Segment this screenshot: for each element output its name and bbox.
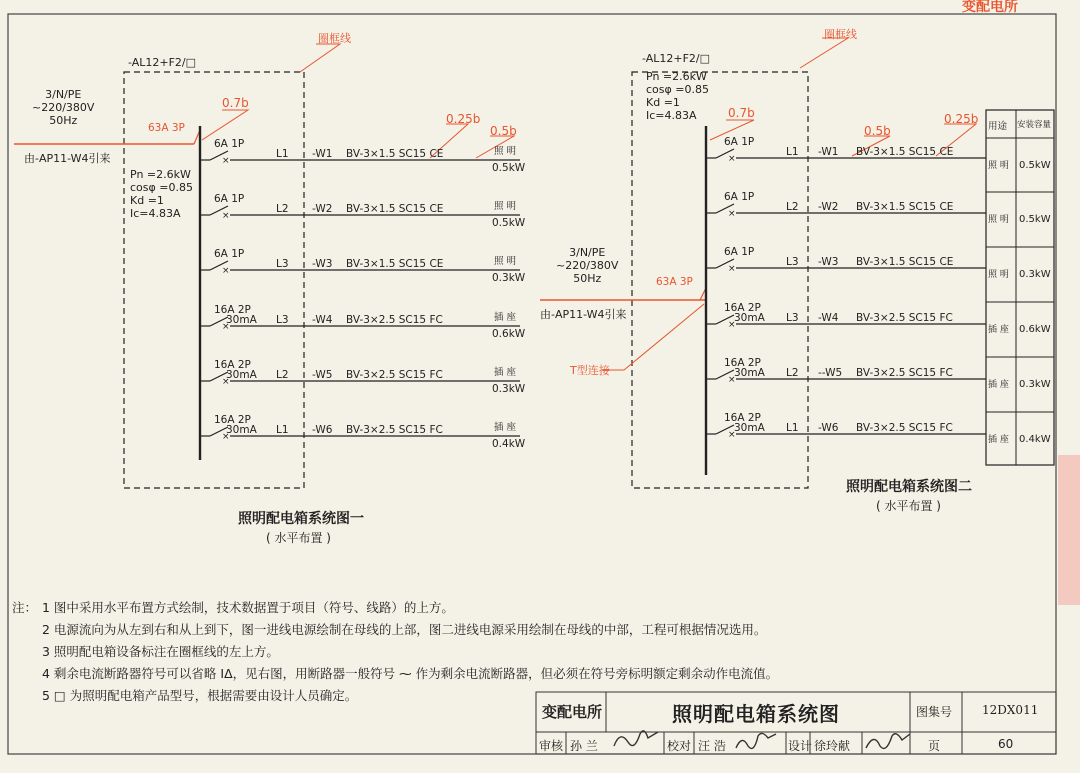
tb-atlas-no: 12DX011 — [982, 703, 1039, 717]
d2-wire-id: -W1 — [818, 146, 839, 158]
tb-title: 照明配电箱系统图 — [672, 702, 840, 726]
tb-category: 变配电所 — [542, 703, 603, 721]
d1-breaker-rating: 16A 2P — [214, 414, 251, 426]
d2-cable-spec: BV-3×2.5 SC15 FC — [856, 312, 953, 324]
d1-param-pn: Pn =2.6kW — [130, 168, 191, 181]
d2-source-from: 由-AP11-W4引来 — [540, 308, 627, 321]
d2-phase: L1 — [786, 146, 799, 158]
d2-caption-sub: ( 水平布置 ) — [876, 499, 941, 513]
d2-table-use: 照 明 — [988, 269, 1009, 280]
d1-rcd-rating: 30mA — [226, 314, 257, 326]
d1-wire-id: -W6 — [312, 424, 333, 436]
d1-load: 0.5kW — [492, 162, 526, 174]
d2-breaker-x: × — [728, 264, 736, 274]
d2-breaker-rating: 16A 2P — [724, 357, 761, 369]
d1-load: 0.4kW — [492, 438, 526, 450]
d2-table-load: 0.5kW — [1019, 160, 1051, 171]
d1-rcd-rating: 30mA — [226, 369, 257, 381]
d1-caption-sub: ( 水平布置 ) — [266, 531, 331, 545]
tb-designer: 徐玲献 — [814, 739, 851, 753]
d1-wire-id: -W5 — [312, 369, 333, 381]
d1-wire-id: -W3 — [312, 258, 333, 270]
d1-source-from: 由-AP11-W4引来 — [24, 152, 111, 165]
signature-reviewer — [614, 731, 658, 746]
d2-table-load: 0.3kW — [1019, 268, 1051, 280]
note-3: 3 照明配电箱设备标注在圈框线的左上方。 — [42, 644, 279, 659]
d1-param-cos: cosφ =0.85 — [130, 181, 193, 194]
d2-params — [646, 70, 709, 122]
d1-wire-id: -W2 — [312, 203, 333, 215]
d2-note-05: 0.5b — [864, 124, 891, 138]
d1-rcd-rating: 30mA — [226, 424, 257, 436]
d1-phase: L1 — [276, 424, 289, 436]
d1-frame-note: 圈框线 — [318, 32, 351, 45]
margin-band — [1058, 455, 1080, 605]
d1-use: 照 明 — [494, 256, 517, 267]
d1-caption: 照明配电箱系统图一 — [238, 511, 364, 527]
d1-cable-spec: BV-3×2.5 SC15 FC — [346, 369, 443, 381]
d2-wire-id: -W4 — [818, 312, 839, 324]
d2-breaker-x: × — [728, 154, 736, 164]
d1-param-ic: Ic=4.83A — [130, 207, 181, 220]
d2-table-use: 照 明 — [988, 214, 1009, 225]
tb-check-label: 校对 — [667, 739, 692, 753]
d2-rcd-rating: 30mA — [734, 367, 765, 379]
d2-frame-note: 圈框线 — [824, 28, 857, 41]
d2-main-breaker: 63A 3P — [656, 276, 693, 288]
tb-page-no: 60 — [998, 737, 1014, 751]
d2-table-use: 照 明 — [988, 161, 1009, 171]
d2-breaker-rating: 6A 1P — [724, 191, 755, 203]
d2-wire-id: -W3 — [818, 256, 839, 268]
d1-phase: L2 — [276, 369, 289, 381]
d2-cable-spec: BV-3×1.5 SC15 CE — [856, 146, 954, 158]
d1-phase: L2 — [276, 203, 289, 215]
d1-breaker-x: × — [222, 266, 230, 276]
d2-note-025: 0.25b — [944, 112, 979, 126]
d1-breaker-x: × — [222, 322, 230, 332]
d2-cable-spec: BV-3×2.5 SC15 FC — [856, 367, 953, 379]
d1-cable-spec: BV-3×1.5 SC15 CE — [346, 148, 444, 160]
corner-title: 变配电所 — [962, 0, 1018, 15]
tb-design-label: 设计 — [788, 739, 813, 753]
notes-prefix: 注： — [12, 600, 38, 615]
d1-breaker-rating: 6A 1P — [214, 193, 245, 205]
d1-model: -AL12+F2/□ — [128, 56, 197, 69]
d2-phase: L2 — [786, 201, 799, 213]
d2-phase: L3 — [786, 312, 799, 324]
d2-breaker-x: × — [728, 430, 736, 440]
d2-breaker-rating: 16A 2P — [724, 412, 761, 424]
d2-breaker-rating: 6A 1P — [724, 136, 755, 148]
d1-load: 0.6kW — [492, 328, 526, 340]
note-2: 2 电源流向为从左到右和从上到下，图一进线电源绘制在母线的上部，图二进线电源采用绘制在母线的中部，工程可根据情况选用。 — [42, 622, 767, 637]
d1-use: 插 座 — [494, 422, 517, 433]
d1-breaker-rating: 16A 2P — [214, 304, 251, 316]
d1-use: 插 座 — [494, 312, 517, 323]
d2-table-use: 插 座 — [988, 434, 1009, 445]
d2-wire-id: -W2 — [818, 201, 839, 213]
d1-load: 0.3kW — [492, 272, 526, 284]
d2-param-ic: Ic=4.83A — [646, 109, 697, 122]
d1-breaker-rating: 6A 1P — [214, 248, 245, 260]
d1-use: 照 明 — [494, 201, 517, 212]
d2-breaker-x: × — [728, 320, 736, 330]
note-5: 5 □ 为照明配电箱产品型号，根据需要由设计人员确定。 — [42, 688, 358, 703]
d2-phase: L3 — [786, 256, 799, 268]
d1-phase: L3 — [276, 258, 289, 270]
d1-note-025: 0.25b — [446, 112, 481, 126]
d2-table-header-use: 用途 — [988, 121, 1008, 132]
d1-cable-spec: BV-3×2.5 SC15 FC — [346, 424, 443, 436]
d1-cable-spec: BV-3×1.5 SC15 CE — [346, 258, 444, 270]
d2-rcd-rating: 30mA — [734, 312, 765, 324]
d2-table-load: 0.4kW — [1019, 433, 1051, 445]
note-4: 4 剩余电流断路器符号可以省略 IΔ，见右图，用断路器一般符号 ⁓ 作为剩余电流断路器，但必须在符号旁标明额定剩余动作电流值。 — [42, 666, 779, 681]
d1-param-kd: Kd =1 — [130, 194, 164, 207]
d2-caption: 照明配电箱系统图二 — [846, 479, 972, 495]
d2-table-load: 0.3kW — [1019, 378, 1051, 390]
d2-param-cos: cosφ =0.85 — [646, 83, 709, 96]
d2-cable-spec: BV-3×1.5 SC15 CE — [856, 201, 954, 213]
d1-main-breaker: 63A 3P — [148, 122, 185, 134]
d2-wire-id: --W5 — [818, 367, 843, 379]
d1-load: 0.5kW — [492, 217, 526, 229]
d2-param-pn: Pn =2.6kW — [646, 70, 707, 83]
tb-reviewer: 孙 兰 — [570, 739, 598, 753]
tb-checker: 汪 浩 — [698, 739, 726, 753]
d2-phase: L1 — [786, 422, 799, 434]
d1-breaker-rating: 6A 1P — [214, 138, 245, 150]
d1-params — [130, 168, 193, 220]
d1-breaker-x: × — [222, 211, 230, 221]
d1-phase: L3 — [276, 314, 289, 326]
d2-table-load: 0.6kW — [1019, 323, 1051, 335]
d1-phase: L1 — [276, 148, 289, 160]
d2-table-use: 插 座 — [988, 379, 1009, 390]
d1-load: 0.3kW — [492, 383, 526, 395]
d2-wire-id: -W6 — [818, 422, 839, 434]
d1-breaker-x: × — [222, 432, 230, 442]
d1-note-05: 0.5b — [490, 124, 517, 138]
d1-cable-spec: BV-3×2.5 SC15 FC — [346, 314, 443, 326]
d2-breaker-rating: 6A 1P — [724, 246, 755, 258]
d1-breaker-x: × — [222, 156, 230, 166]
d2-breaker-rating: 16A 2P — [724, 302, 761, 314]
d1-wire-id: -W1 — [312, 148, 333, 160]
tb-atlas-label: 图集号 — [916, 705, 953, 719]
d2-rcd-rating: 30mA — [734, 422, 765, 434]
signature-checker — [736, 733, 776, 748]
d2-phase: L2 — [786, 367, 799, 379]
d1-source-label: 3/N/PE ~220/380V 50Hz — [32, 88, 95, 127]
d2-table-load: 0.5kW — [1019, 213, 1051, 225]
d2-cable-spec: BV-3×2.5 SC15 FC — [856, 422, 953, 434]
d1-use: 插 座 — [494, 367, 517, 378]
d1-use: 照 明 — [494, 146, 517, 157]
d2-t-joint: T型连接 — [570, 364, 610, 377]
note-1: 1 图中采用水平布置方式绘制，技术数据置于项目（符号、线路）的上方。 — [42, 600, 454, 615]
d1-breaker-rating: 16A 2P — [214, 359, 251, 371]
d2-breaker-x: × — [728, 209, 736, 219]
d2-cable-spec: BV-3×1.5 SC15 CE — [856, 256, 954, 268]
d2-source-label: 3/N/PE ~220/380V 50Hz — [556, 246, 619, 285]
d2-breaker-x: × — [728, 375, 736, 385]
d1-cable-spec: BV-3×1.5 SC15 CE — [346, 203, 444, 215]
d2-table-use: 插 座 — [988, 324, 1009, 335]
d2-table-header-load: 安装容量 — [1017, 120, 1052, 130]
tb-page-label: 页 — [928, 739, 941, 753]
d2-size-note: 0.7b — [728, 106, 755, 120]
d1-size-note: 0.7b — [222, 96, 249, 110]
tb-review-label: 审核 — [539, 739, 564, 753]
d2-model: -AL12+F2/□ — [642, 52, 711, 65]
signature-designer — [866, 734, 910, 749]
d2-param-kd: Kd =1 — [646, 96, 680, 109]
d1-breaker-x: × — [222, 377, 230, 387]
d1-wire-id: -W4 — [312, 314, 333, 326]
